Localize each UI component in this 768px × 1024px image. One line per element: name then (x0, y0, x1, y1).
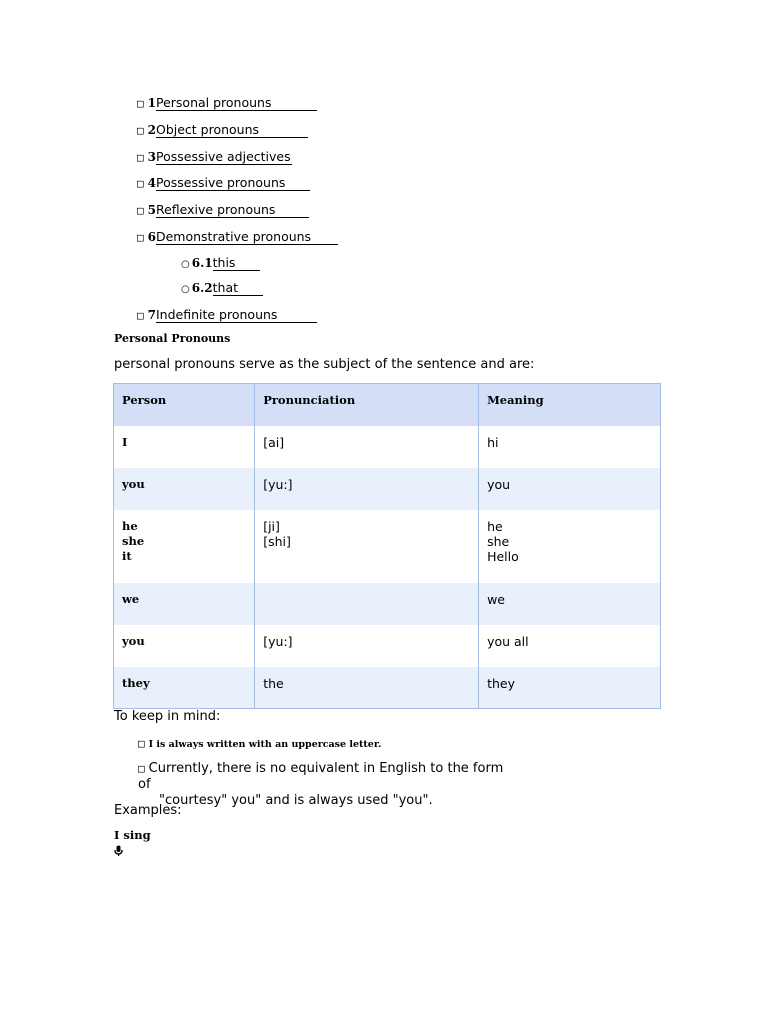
cell-meaning: you (479, 468, 661, 510)
note-uppercase (138, 737, 381, 750)
toc-item-2[interactable] (137, 122, 308, 138)
column-header-meaning: Meaning (479, 384, 661, 426)
cell-pronunciation: [yu:] (255, 625, 479, 667)
intro-paragraph: personal pronouns serve as the subject of the sentence and are: (114, 357, 535, 372)
cell-pronunciation (255, 583, 479, 625)
cell-meaning: he she Hello (479, 510, 661, 583)
toc-item-1[interactable] (137, 95, 317, 111)
cell-pronunciation: [ji] [shi] (255, 510, 479, 583)
toc-number: 1 (147, 96, 156, 110)
toc-number: 6.1 (191, 256, 213, 270)
note-courtesy (138, 761, 518, 809)
toc-number: 3 (147, 150, 156, 164)
cell-pronunciation: the (255, 667, 479, 709)
column-header-pronunciation: Pronunciation (255, 384, 479, 426)
toc-item-5[interactable] (137, 202, 309, 218)
note-text-line-2: "courtesy" you" and is always used "you". (159, 793, 433, 808)
toc-number: 7 (147, 308, 156, 322)
cell-person: you (114, 468, 255, 510)
circle-bullet-icon: ○ (181, 259, 190, 270)
cell-person: you (114, 625, 255, 667)
checkbox-icon: □ (137, 231, 144, 244)
note-text-line-1: Currently, there is no equivalent in English to the form of (138, 761, 504, 792)
cell-meaning: they (479, 667, 661, 709)
cell-meaning: hi (479, 426, 661, 468)
toc-link[interactable]: Possessive adjectives (155, 149, 291, 164)
table-row (114, 583, 661, 625)
checkbox-icon: □ (137, 124, 144, 137)
toc-link[interactable]: this (213, 256, 260, 271)
checkbox-icon: □ (137, 97, 144, 110)
toc-item-4[interactable] (137, 175, 310, 191)
toc-number: 2 (147, 123, 156, 137)
keep-in-mind-label: To keep in mind: (114, 709, 221, 724)
cell-person: I (114, 426, 255, 468)
toc-item-3[interactable] (137, 149, 292, 165)
checkbox-icon: □ (138, 737, 145, 750)
cell-person: he she it (114, 510, 255, 583)
column-header-person: Person (114, 384, 255, 426)
toc-link[interactable]: Object pronouns (156, 123, 308, 138)
cell-pronunciation: [yu:] (255, 468, 479, 510)
toc-link[interactable]: Indefinite pronouns (156, 308, 317, 323)
toc-item-6-1[interactable] (181, 255, 260, 272)
toc-number: 5 (147, 203, 156, 217)
cell-meaning: you all (479, 625, 661, 667)
toc-item-6-2[interactable] (181, 280, 263, 297)
table-header-row (114, 384, 661, 426)
checkbox-icon: □ (137, 151, 144, 164)
toc-link[interactable]: Demonstrative pronouns (156, 230, 338, 245)
toc-link[interactable]: Possessive pronouns (156, 176, 310, 191)
toc-link[interactable]: that (213, 281, 263, 296)
checkbox-icon: □ (137, 309, 144, 322)
toc-item-7[interactable] (137, 307, 317, 323)
examples-label: Examples: (114, 803, 182, 818)
table-row (114, 625, 661, 667)
toc-number: 6 (147, 230, 156, 244)
toc-link[interactable]: Reflexive pronouns (156, 203, 309, 218)
pronoun-table (113, 383, 661, 709)
toc-number: 4 (147, 176, 156, 190)
note-text: I is always written with an uppercase letter. (148, 739, 382, 750)
table-row (114, 468, 661, 510)
checkbox-icon: □ (137, 177, 144, 190)
checkbox-icon: □ (138, 762, 145, 775)
section-heading: Personal Pronouns (114, 332, 231, 345)
cell-person: they (114, 667, 255, 709)
cell-pronunciation: [ai] (255, 426, 479, 468)
microphone-icon[interactable] (114, 845, 123, 859)
table-row (114, 667, 661, 709)
table-row (114, 426, 661, 468)
cell-person: we (114, 583, 255, 625)
checkbox-icon: □ (137, 204, 144, 217)
example-sentence: I sing (114, 828, 151, 842)
cell-meaning: we (479, 583, 661, 625)
toc-link[interactable]: Personal pronouns (156, 96, 317, 111)
circle-bullet-icon: ○ (181, 284, 190, 295)
toc-item-6[interactable] (137, 229, 338, 245)
toc-number: 6.2 (191, 281, 213, 295)
table-row (114, 510, 661, 583)
